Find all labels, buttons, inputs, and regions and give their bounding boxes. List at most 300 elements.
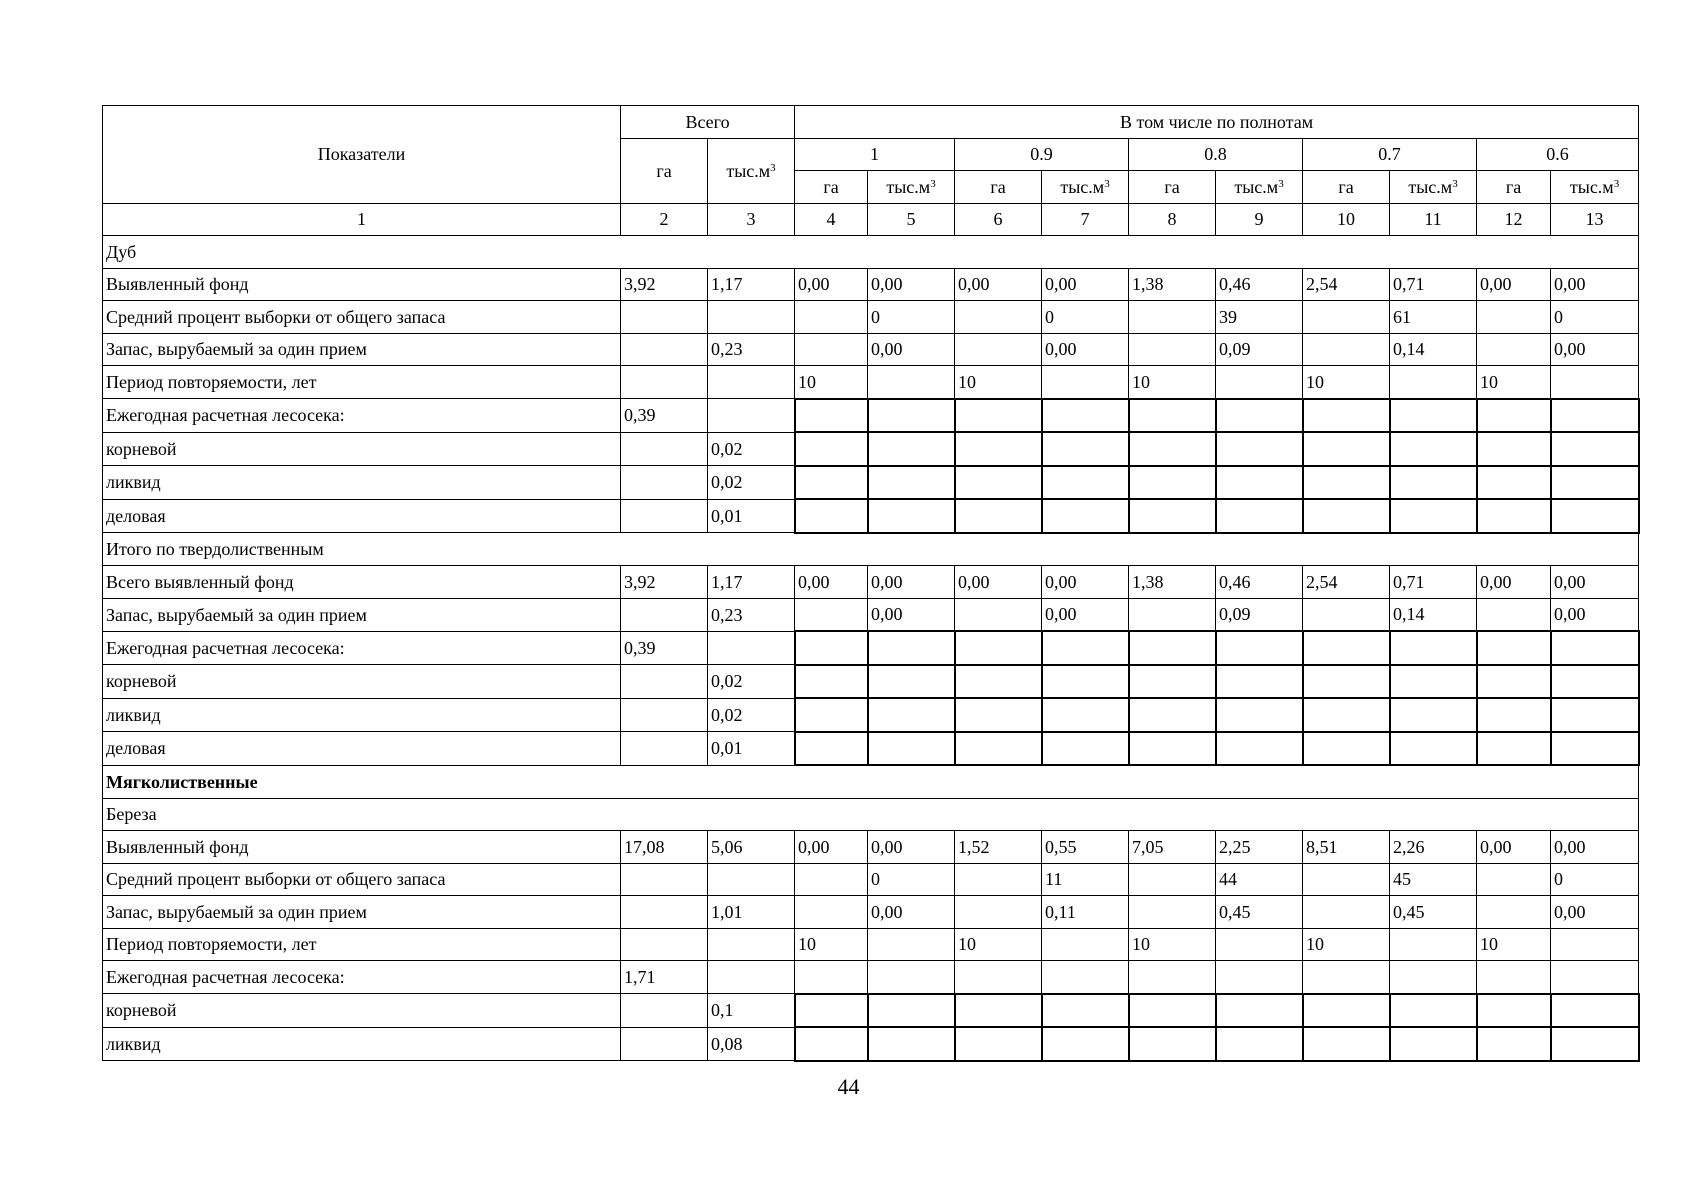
table-cell	[1042, 994, 1129, 1028]
table-row	[103, 961, 1639, 994]
table-cell	[955, 598, 1042, 631]
table-cell	[1390, 665, 1477, 699]
table-cell: 10	[955, 928, 1042, 961]
table-cell	[868, 698, 955, 732]
table-cell	[1303, 896, 1390, 929]
table-cell: 0,09	[1216, 598, 1303, 631]
table-cell: 0,00	[868, 831, 955, 864]
table-cell: 39	[1216, 301, 1303, 334]
header-total-ha: га	[621, 138, 708, 203]
table-cell	[1303, 598, 1390, 631]
table-row	[103, 399, 1639, 433]
table-cell: 10	[1129, 366, 1216, 399]
table-cell	[1042, 466, 1129, 500]
table-cell	[1390, 1027, 1477, 1061]
table-cell	[868, 1027, 955, 1061]
table-cell	[1042, 665, 1129, 699]
table-cell: 1,52	[955, 831, 1042, 864]
table-cell	[1129, 994, 1216, 1028]
table-cell	[1129, 896, 1216, 929]
table-cell: 0,00	[1551, 268, 1639, 301]
column-number: 10	[1303, 203, 1390, 236]
table-cell: 0,00	[868, 333, 955, 366]
table-cell	[868, 961, 955, 994]
table-row	[103, 466, 1639, 500]
column-number: 3	[708, 203, 795, 236]
table-cell	[955, 732, 1042, 766]
table-cell	[955, 1027, 1042, 1061]
table-cell	[1129, 631, 1216, 665]
table-cell: 0,46	[1216, 566, 1303, 599]
table-cell	[1216, 399, 1303, 433]
table-cell	[955, 863, 1042, 896]
table-cell	[1303, 863, 1390, 896]
section-row	[103, 765, 1639, 798]
table-cell	[868, 366, 955, 399]
table-cell: 3,92	[621, 268, 708, 301]
table-cell	[1303, 466, 1390, 500]
table-cell	[1477, 863, 1551, 896]
row-label: Запас, вырубаемый за один прием	[103, 896, 621, 929]
table-cell: 0,00	[955, 268, 1042, 301]
table-cell	[1390, 366, 1477, 399]
table-cell	[1042, 961, 1129, 994]
table-cell	[1390, 698, 1477, 732]
header-unit-vol: $тыс.м^3$	[1042, 171, 1129, 204]
table-cell	[1390, 928, 1477, 961]
row-label: корневой	[103, 665, 621, 699]
table-cell: 0,00	[868, 268, 955, 301]
row-label: Средний процент выборки от общего запаса	[103, 863, 621, 896]
table-cell	[621, 499, 708, 533]
column-number: 12	[1477, 203, 1551, 236]
table-cell: 0,39	[621, 399, 708, 433]
row-label: корневой	[103, 994, 621, 1028]
table-row	[103, 928, 1639, 961]
table-cell	[1042, 698, 1129, 732]
table-cell	[795, 1027, 868, 1061]
table-cell	[868, 631, 955, 665]
header-density-0-6: 0.6	[1477, 138, 1639, 171]
table-row	[103, 366, 1639, 399]
table-cell	[708, 366, 795, 399]
table-cell	[1042, 928, 1129, 961]
header-by-density: В том числе по полнотам	[795, 106, 1639, 139]
table-cell	[621, 994, 708, 1028]
table-cell: 1,17	[708, 268, 795, 301]
table-row	[103, 566, 1639, 599]
table-cell: 1,17	[708, 566, 795, 599]
table-cell: 0,45	[1390, 896, 1477, 929]
header-unit-ha: га	[1477, 171, 1551, 204]
section-row	[103, 798, 1639, 831]
row-label: ликвид	[103, 698, 621, 732]
table-cell: 0,00	[1477, 268, 1551, 301]
table-cell	[1477, 301, 1551, 334]
table-cell	[1216, 698, 1303, 732]
table-cell	[1216, 994, 1303, 1028]
table-cell	[955, 961, 1042, 994]
table-cell: 0,02	[708, 466, 795, 500]
table-cell: 0,00	[1551, 896, 1639, 929]
row-label: деловая	[103, 732, 621, 766]
table-cell	[1042, 432, 1129, 466]
table-row	[103, 333, 1639, 366]
table-cell: 2,26	[1390, 831, 1477, 864]
column-number: 13	[1551, 203, 1639, 236]
table-cell: 10	[795, 366, 868, 399]
table-cell: 0,00	[1042, 566, 1129, 599]
column-number: 11	[1390, 203, 1477, 236]
header-unit-vol: $тыс.м^3$	[1551, 171, 1639, 204]
table-cell	[708, 631, 795, 665]
table-cell	[1551, 698, 1639, 732]
table-cell	[1303, 961, 1390, 994]
section-row	[103, 533, 1639, 566]
table-cell	[621, 665, 708, 699]
table-cell: 0,71	[1390, 268, 1477, 301]
table-cell	[1477, 499, 1551, 533]
forest-fund-table	[102, 105, 1640, 1062]
table-row	[103, 665, 1639, 699]
section-label: Итого по твердолиственным	[103, 533, 1639, 566]
table-cell	[955, 466, 1042, 500]
table-cell: 44	[1216, 863, 1303, 896]
table-cell: 0	[1551, 301, 1639, 334]
table-cell	[1129, 499, 1216, 533]
table-cell	[1390, 994, 1477, 1028]
table-cell: 0,00	[868, 896, 955, 929]
table-cell	[795, 499, 868, 533]
table-row	[103, 1027, 1639, 1061]
table-cell	[1303, 631, 1390, 665]
table-cell	[1303, 698, 1390, 732]
table-cell: 0,00	[1042, 333, 1129, 366]
table-cell: 0,00	[955, 566, 1042, 599]
table-cell	[1551, 432, 1639, 466]
table-cell	[1129, 333, 1216, 366]
table-cell	[1477, 432, 1551, 466]
table-cell	[1477, 896, 1551, 929]
table-cell: 0,00	[795, 566, 868, 599]
table-cell: 2,25	[1216, 831, 1303, 864]
header-total: Всего	[621, 106, 795, 139]
table-cell	[955, 698, 1042, 732]
table-cell	[621, 333, 708, 366]
table-row	[103, 698, 1639, 732]
column-number: 7	[1042, 203, 1129, 236]
table-row	[103, 499, 1639, 533]
table-cell: 0,02	[708, 432, 795, 466]
table-cell: 10	[1477, 928, 1551, 961]
header-unit-ha: га	[1303, 171, 1390, 204]
table-cell	[795, 896, 868, 929]
table-cell: 45	[1390, 863, 1477, 896]
table-cell	[708, 399, 795, 433]
table-cell: 0,46	[1216, 268, 1303, 301]
table-cell	[1129, 665, 1216, 699]
table-cell	[1303, 732, 1390, 766]
table-cell	[621, 863, 708, 896]
table-row	[103, 432, 1639, 466]
table-row	[103, 268, 1639, 301]
table-cell	[1390, 961, 1477, 994]
header-total-vol: $тыс.м^3$	[708, 138, 795, 203]
table-cell	[621, 366, 708, 399]
column-number: 9	[1216, 203, 1303, 236]
row-label: Выявленный фонд	[103, 268, 621, 301]
table-cell	[1303, 994, 1390, 1028]
table-cell	[1303, 301, 1390, 334]
table-cell	[868, 399, 955, 433]
table-cell	[795, 301, 868, 334]
table-cell	[1477, 994, 1551, 1028]
table-cell	[1303, 432, 1390, 466]
table-cell	[708, 301, 795, 334]
table-cell	[1303, 333, 1390, 366]
page-number: 44	[837, 1074, 860, 1099]
table-cell	[1216, 732, 1303, 766]
row-label: Запас, вырубаемый за один прием	[103, 598, 621, 631]
table-cell	[1216, 432, 1303, 466]
table-cell: 0,00	[868, 566, 955, 599]
table-cell	[1477, 631, 1551, 665]
table-cell: 17,08	[621, 831, 708, 864]
table-cell	[795, 863, 868, 896]
table-row	[103, 301, 1639, 334]
table-cell: 8,51	[1303, 831, 1390, 864]
column-number: 2	[621, 203, 708, 236]
table-cell	[1551, 1027, 1639, 1061]
column-number: 6	[955, 203, 1042, 236]
table-cell	[1477, 961, 1551, 994]
table-cell	[1551, 928, 1639, 961]
row-label: Всего выявленный фонд	[103, 566, 621, 599]
table-cell	[1477, 399, 1551, 433]
table-cell: 0	[868, 863, 955, 896]
table-cell	[1551, 499, 1639, 533]
table-cell	[1551, 732, 1639, 766]
table-row	[103, 896, 1639, 929]
table-cell	[1390, 399, 1477, 433]
table-cell: 0,39	[621, 631, 708, 665]
table-cell	[1129, 466, 1216, 500]
row-label: Выявленный фонд	[103, 831, 621, 864]
table-cell	[1042, 399, 1129, 433]
table-cell	[1303, 399, 1390, 433]
header-density-0-9: 0.9	[955, 138, 1129, 171]
table-cell: 1,38	[1129, 566, 1216, 599]
table-cell: 0,23	[708, 598, 795, 631]
table-cell	[1129, 961, 1216, 994]
table-cell	[621, 466, 708, 500]
header-unit-vol: $тыс.м^3$	[868, 171, 955, 204]
table-row	[103, 863, 1639, 896]
table-cell	[1042, 1027, 1129, 1061]
table-cell	[868, 928, 955, 961]
row-label: корневой	[103, 432, 621, 466]
table-header	[103, 106, 1639, 236]
table-cell	[1303, 665, 1390, 699]
header-unit-ha: га	[955, 171, 1042, 204]
table-cell: 0,71	[1390, 566, 1477, 599]
table-cell	[955, 665, 1042, 699]
table-cell	[1390, 466, 1477, 500]
column-number: 1	[103, 203, 621, 236]
table-cell: 0,00	[1551, 333, 1639, 366]
table-cell: 61	[1390, 301, 1477, 334]
row-label: Ежегодная расчетная лесосека:	[103, 631, 621, 665]
table-cell	[1390, 432, 1477, 466]
table-cell	[868, 499, 955, 533]
table-cell	[621, 928, 708, 961]
table-cell	[1390, 499, 1477, 533]
table-row	[103, 598, 1639, 631]
table-cell: 10	[955, 366, 1042, 399]
table-cell	[955, 301, 1042, 334]
table-cell	[1042, 631, 1129, 665]
table-cell	[955, 631, 1042, 665]
table-cell: 0	[1042, 301, 1129, 334]
header-unit-ha: га	[1129, 171, 1216, 204]
table-row	[103, 994, 1639, 1028]
table-cell: 0,00	[1477, 831, 1551, 864]
table-cell	[1477, 1027, 1551, 1061]
table-cell: 0,00	[1042, 268, 1129, 301]
table-cell: 0	[868, 301, 955, 334]
table-row	[103, 631, 1639, 665]
table-cell	[1129, 698, 1216, 732]
table-cell: 0,00	[795, 831, 868, 864]
row-label: Ежегодная расчетная лесосека:	[103, 961, 621, 994]
row-label: Ежегодная расчетная лесосека:	[103, 399, 621, 433]
table-cell	[955, 399, 1042, 433]
table-cell: 0,00	[795, 268, 868, 301]
table-cell	[1303, 499, 1390, 533]
section-label: Мягколиственные	[103, 765, 1639, 798]
row-label: Средний процент выборки от общего запаса	[103, 301, 621, 334]
table-cell: 0,00	[1551, 566, 1639, 599]
table-cell	[621, 1027, 708, 1061]
table-cell: 0,09	[1216, 333, 1303, 366]
header-unit-vol: $тыс.м^3$	[1390, 171, 1477, 204]
table-cell	[1216, 665, 1303, 699]
table-cell	[1477, 665, 1551, 699]
table-row	[103, 732, 1639, 766]
table-cell	[795, 698, 868, 732]
table-cell	[868, 994, 955, 1028]
table-cell: 11	[1042, 863, 1129, 896]
table-cell: 0	[1551, 863, 1639, 896]
table-cell	[1129, 1027, 1216, 1061]
table-cell: 0,1	[708, 994, 795, 1028]
table-cell: 0,00	[1477, 566, 1551, 599]
table-cell	[955, 432, 1042, 466]
table-cell	[1129, 863, 1216, 896]
table-cell	[1216, 928, 1303, 961]
table-cell: 0,45	[1216, 896, 1303, 929]
table-cell	[1551, 466, 1639, 500]
table-cell	[1477, 598, 1551, 631]
header-density-0-7: 0.7	[1303, 138, 1477, 171]
row-label: ликвид	[103, 466, 621, 500]
table-cell	[621, 301, 708, 334]
table-cell: 0,02	[708, 698, 795, 732]
table-cell	[1216, 366, 1303, 399]
header-indicators: Показатели	[103, 106, 621, 204]
table-cell	[795, 961, 868, 994]
column-number: 8	[1129, 203, 1216, 236]
header-unit-ha: га	[795, 171, 868, 204]
table-cell: 10	[795, 928, 868, 961]
table-cell	[1129, 432, 1216, 466]
table-cell: 7,05	[1129, 831, 1216, 864]
table-row	[103, 831, 1639, 864]
table-cell: 0,01	[708, 732, 795, 766]
table-cell	[795, 432, 868, 466]
header-column-numbers-row	[103, 203, 1639, 236]
table-cell	[1129, 598, 1216, 631]
table-cell: 10	[1303, 928, 1390, 961]
table-cell	[795, 333, 868, 366]
table-cell: 10	[1303, 366, 1390, 399]
table-cell	[1390, 732, 1477, 766]
table-cell	[1477, 732, 1551, 766]
table-cell	[708, 961, 795, 994]
table-cell	[868, 432, 955, 466]
table-cell: 0,23	[708, 333, 795, 366]
table-cell	[1129, 732, 1216, 766]
row-label: ликвид	[103, 1027, 621, 1061]
table-cell	[795, 466, 868, 500]
table-cell	[1042, 499, 1129, 533]
table-cell: 0,01	[708, 499, 795, 533]
table-cell	[1390, 631, 1477, 665]
table-cell	[1216, 631, 1303, 665]
table-cell	[1477, 466, 1551, 500]
table-cell	[795, 732, 868, 766]
table-cell	[1129, 301, 1216, 334]
table-cell	[708, 863, 795, 896]
table-cell: 5,06	[708, 831, 795, 864]
table-cell	[795, 665, 868, 699]
table-cell	[1551, 665, 1639, 699]
table-cell	[1551, 961, 1639, 994]
table-cell: 10	[1129, 928, 1216, 961]
table-cell: 1,01	[708, 896, 795, 929]
section-row	[103, 236, 1639, 269]
table-cell	[621, 732, 708, 766]
table-cell	[1042, 366, 1129, 399]
column-number: 4	[795, 203, 868, 236]
table-cell	[1129, 399, 1216, 433]
table-cell: 0,14	[1390, 598, 1477, 631]
table-cell	[955, 994, 1042, 1028]
table-body	[103, 236, 1639, 1061]
table-cell	[1477, 333, 1551, 366]
section-label: Береза	[103, 798, 1639, 831]
table-cell	[868, 665, 955, 699]
table-cell	[1042, 732, 1129, 766]
table-cell	[1216, 1027, 1303, 1061]
table-cell: 0,55	[1042, 831, 1129, 864]
table-cell: 10	[1477, 366, 1551, 399]
table-cell	[955, 333, 1042, 366]
header-unit-vol: $тыс.м^3$	[1216, 171, 1303, 204]
table-cell: 0,00	[1551, 831, 1639, 864]
header-density-1: 1	[795, 138, 955, 171]
table-cell: 2,54	[1303, 566, 1390, 599]
